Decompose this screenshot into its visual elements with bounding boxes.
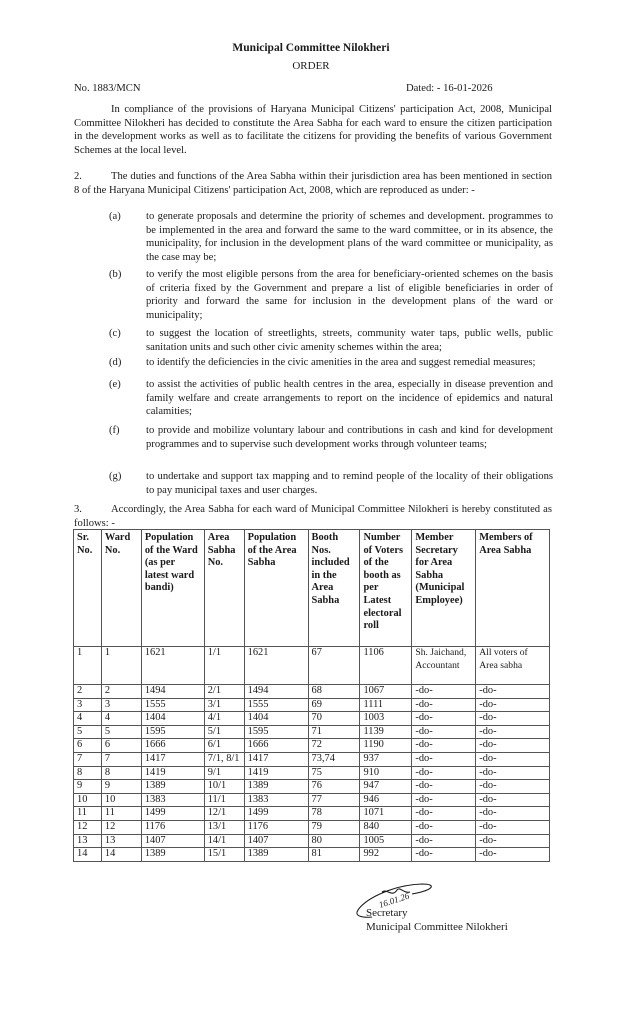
cell-member-secretary: -do- — [412, 848, 476, 862]
signatory-designation: Secretary — [366, 907, 408, 919]
cell-area-sabha-no: 5/1 — [204, 725, 244, 739]
cell-member-secretary: -do- — [412, 807, 476, 821]
cell-sr-no: 5 — [74, 725, 102, 739]
cell-sr-no: 1 — [74, 647, 102, 685]
cell-members: -do- — [476, 780, 550, 794]
duty-item — [109, 268, 553, 322]
table-row — [74, 739, 550, 753]
cell-area-sabha-population: 1407 — [244, 834, 308, 848]
cell-ward-no: 4 — [101, 712, 141, 726]
cell-member-secretary: Sh. Jaichand, Accountant — [412, 647, 476, 685]
cell-booth-nos: 69 — [308, 698, 360, 712]
cell-voters: 1111 — [360, 698, 412, 712]
cell-members: -do- — [476, 848, 550, 862]
table-row — [74, 725, 550, 739]
cell-sr-no: 11 — [74, 807, 102, 821]
cell-ward-population: 1389 — [141, 848, 204, 862]
duty-label: (g) — [109, 471, 122, 482]
header-area-sabha-no: Area Sabha No. — [204, 530, 244, 647]
cell-voters: 947 — [360, 780, 412, 794]
cell-ward-population: 1389 — [141, 780, 204, 794]
cell-area-sabha-no: 13/1 — [204, 820, 244, 834]
cell-voters: 1190 — [360, 739, 412, 753]
duty-text: to identify the deficiencies in the civic amenities in the area and suggest remedial measures; — [146, 357, 536, 368]
cell-area-sabha-population: 1383 — [244, 793, 308, 807]
cell-ward-population: 1499 — [141, 807, 204, 821]
cell-member-secretary: -do- — [412, 725, 476, 739]
cell-booth-nos: 67 — [308, 647, 360, 685]
duty-label: (d) — [109, 357, 122, 368]
cell-ward-no: 2 — [101, 685, 141, 699]
cell-booth-nos: 72 — [308, 739, 360, 753]
cell-ward-no: 6 — [101, 739, 141, 753]
cell-voters: 1005 — [360, 834, 412, 848]
table-header-row — [74, 530, 550, 647]
duty-label: (e) — [109, 379, 121, 390]
cell-sr-no: 10 — [74, 793, 102, 807]
duty-item — [109, 378, 553, 419]
cell-area-sabha-no: 7/1, 8/1 — [204, 752, 244, 766]
cell-ward-no: 10 — [101, 793, 141, 807]
cell-area-sabha-population: 1494 — [244, 685, 308, 699]
cell-booth-nos: 78 — [308, 807, 360, 821]
cell-members: -do- — [476, 698, 550, 712]
cell-ward-population: 1404 — [141, 712, 204, 726]
cell-sr-no: 2 — [74, 685, 102, 699]
cell-members: -do- — [476, 752, 550, 766]
cell-sr-no: 13 — [74, 834, 102, 848]
cell-voters: 840 — [360, 820, 412, 834]
cell-area-sabha-population: 1666 — [244, 739, 308, 753]
cell-area-sabha-population: 1419 — [244, 766, 308, 780]
duty-label: (b) — [109, 269, 122, 280]
duty-item — [109, 470, 553, 497]
paragraph-2-number: 2. — [74, 171, 82, 182]
cell-booth-nos: 81 — [308, 848, 360, 862]
cell-sr-no: 3 — [74, 698, 102, 712]
duty-text: to assist the activities of public health centres in the area, especially in disease prevention and family welfare and create arrangements to report on the incidence of epidemics and natural calamities; — [146, 379, 553, 417]
cell-booth-nos: 71 — [308, 725, 360, 739]
cell-ward-population: 1621 — [141, 647, 204, 685]
cell-area-sabha-no: 4/1 — [204, 712, 244, 726]
cell-voters: 937 — [360, 752, 412, 766]
cell-area-sabha-population: 1176 — [244, 820, 308, 834]
cell-members: -do- — [476, 739, 550, 753]
cell-sr-no: 8 — [74, 766, 102, 780]
cell-ward-no: 9 — [101, 780, 141, 794]
cell-ward-no: 3 — [101, 698, 141, 712]
table-row — [74, 807, 550, 821]
signatory-organization: Municipal Committee Nilokheri — [366, 921, 508, 933]
cell-member-secretary: -do- — [412, 793, 476, 807]
paragraph-3 — [74, 503, 552, 530]
cell-members: -do- — [476, 725, 550, 739]
cell-area-sabha-population: 1404 — [244, 712, 308, 726]
cell-members: -do- — [476, 820, 550, 834]
paragraph-3-text: Accordingly, the Area Sabha for each ward of Municipal Committee Nilokheri is hereby constituted as follows: - — [74, 504, 552, 529]
table-row — [74, 752, 550, 766]
paragraph-2-text: The duties and functions of the Area Sabha within their jurisdiction area has been mentioned in section 8 of the Haryana Municipal Citizens' participation Act, 2008, which are reproduced as under: - — [74, 171, 552, 196]
cell-ward-population: 1666 — [141, 739, 204, 753]
header-ward-no: Ward No. — [101, 530, 141, 647]
cell-area-sabha-no: 3/1 — [204, 698, 244, 712]
cell-area-sabha-population: 1621 — [244, 647, 308, 685]
cell-ward-no: 13 — [101, 834, 141, 848]
cell-voters: 1067 — [360, 685, 412, 699]
cell-booth-nos: 70 — [308, 712, 360, 726]
header-voters: Number of Voters of the booth as per Latest electoral roll — [360, 530, 412, 647]
paragraph-1: In compliance of the provisions of Haryana Municipal Citizens' participation Act, 2008, Municipal Committee Nilokheri has decided to constitute the Area Sabha for each ward to ensure the citizen participation in the development works as well as to facilitate the citizens for providing the benefits of various Government Schemes at the local level. — [74, 104, 552, 156]
cell-ward-population: 1494 — [141, 685, 204, 699]
document-title: Municipal Committee Nilokheri — [232, 42, 390, 54]
paragraph-2 — [74, 170, 552, 197]
document-subtitle: ORDER — [292, 60, 330, 72]
cell-booth-nos: 79 — [308, 820, 360, 834]
cell-member-secretary: -do- — [412, 685, 476, 699]
cell-member-secretary: -do- — [412, 834, 476, 848]
cell-ward-no: 8 — [101, 766, 141, 780]
cell-sr-no: 14 — [74, 848, 102, 862]
cell-voters: 1003 — [360, 712, 412, 726]
duty-label: (f) — [109, 425, 120, 436]
cell-ward-population: 1417 — [141, 752, 204, 766]
cell-members: -do- — [476, 807, 550, 821]
cell-ward-no: 7 — [101, 752, 141, 766]
duty-item — [109, 327, 553, 354]
duty-text: to verify the most eligible persons from the area for beneficiary-oriented schemes on the basis of criteria fixed by the Government and prepare a list of eligible beneficiaries in order of priority and forward the same for inclusion in the development plans of the ward or municipality; — [146, 269, 553, 321]
cell-booth-nos: 73,74 — [308, 752, 360, 766]
table-row — [74, 848, 550, 862]
cell-voters: 1139 — [360, 725, 412, 739]
duty-text: to suggest the location of streetlights, streets, community water taps, public wells, public sanitation units and such other civic amenity schemes within the area; — [146, 328, 553, 353]
cell-voters: 946 — [360, 793, 412, 807]
cell-voters: 1106 — [360, 647, 412, 685]
cell-sr-no: 4 — [74, 712, 102, 726]
table-row — [74, 698, 550, 712]
table-row — [74, 712, 550, 726]
table-row — [74, 780, 550, 794]
cell-sr-no: 6 — [74, 739, 102, 753]
duty-item — [109, 356, 553, 370]
reference-number: No. 1883/MCN — [74, 83, 141, 94]
cell-members: -do- — [476, 793, 550, 807]
cell-members: -do- — [476, 685, 550, 699]
cell-ward-population: 1176 — [141, 820, 204, 834]
header-members: Members of Area Sabha — [476, 530, 550, 647]
cell-member-secretary: -do- — [412, 752, 476, 766]
cell-area-sabha-no: 6/1 — [204, 739, 244, 753]
cell-ward-population: 1555 — [141, 698, 204, 712]
cell-ward-no: 12 — [101, 820, 141, 834]
duty-item — [109, 424, 553, 451]
duty-label: (a) — [109, 211, 121, 222]
cell-ward-population: 1419 — [141, 766, 204, 780]
cell-sr-no: 7 — [74, 752, 102, 766]
header-member-secretary: Member Secretary for Area Sabha (Municipal Employee) — [412, 530, 476, 647]
header-sr-no: Sr. No. — [74, 530, 102, 647]
cell-member-secretary: -do- — [412, 739, 476, 753]
cell-sr-no: 12 — [74, 820, 102, 834]
area-sabha-table — [73, 529, 550, 862]
cell-booth-nos: 76 — [308, 780, 360, 794]
cell-area-sabha-population: 1555 — [244, 698, 308, 712]
header-booth-nos: Booth Nos. included in the Area Sabha — [308, 530, 360, 647]
duty-text: to generate proposals and determine the priority of schemes and development. programmes to be implemented in the area and forward the same to the ward committee, or in its absence, the municipality, for inclusion in the development plans of the ward committee or municipality, as the case may be; — [146, 211, 553, 263]
cell-ward-no: 11 — [101, 807, 141, 821]
cell-ward-no: 14 — [101, 848, 141, 862]
duty-item — [109, 210, 553, 264]
cell-area-sabha-no: 12/1 — [204, 807, 244, 821]
cell-sr-no: 9 — [74, 780, 102, 794]
duty-text: to undertake and support tax mapping and to remind people of the locality of their obligations to pay municipal taxes and user charges. — [146, 471, 553, 496]
cell-ward-population: 1383 — [141, 793, 204, 807]
table-row — [74, 793, 550, 807]
cell-booth-nos: 77 — [308, 793, 360, 807]
cell-voters: 992 — [360, 848, 412, 862]
cell-area-sabha-population: 1389 — [244, 848, 308, 862]
table-row — [74, 834, 550, 848]
cell-booth-nos: 75 — [308, 766, 360, 780]
cell-area-sabha-no: 9/1 — [204, 766, 244, 780]
cell-ward-population: 1595 — [141, 725, 204, 739]
cell-members: All voters of Area sabha — [476, 647, 550, 685]
cell-members: -do- — [476, 766, 550, 780]
cell-members: -do- — [476, 834, 550, 848]
cell-member-secretary: -do- — [412, 766, 476, 780]
duty-text: to provide and mobilize voluntary labour and contributions in cash and kind for development programmes and to supervise such development works through volunteer teams; — [146, 425, 553, 450]
cell-area-sabha-no: 11/1 — [204, 793, 244, 807]
header-area-sabha-population: Population of the Area Sabha — [244, 530, 308, 647]
cell-member-secretary: -do- — [412, 820, 476, 834]
paragraph-3-number: 3. — [74, 504, 82, 515]
cell-ward-no: 5 — [101, 725, 141, 739]
table-row — [74, 766, 550, 780]
table-row — [74, 820, 550, 834]
cell-area-sabha-no: 2/1 — [204, 685, 244, 699]
table-row — [74, 647, 550, 685]
order-date: Dated: - 16-01-2026 — [406, 83, 493, 94]
duty-label: (c) — [109, 328, 121, 339]
cell-member-secretary: -do- — [412, 712, 476, 726]
cell-booth-nos: 80 — [308, 834, 360, 848]
svg-text:16.01.26: 16.01.26 — [377, 890, 411, 910]
cell-area-sabha-no: 15/1 — [204, 848, 244, 862]
cell-ward-population: 1407 — [141, 834, 204, 848]
cell-area-sabha-no: 1/1 — [204, 647, 244, 685]
cell-area-sabha-no: 14/1 — [204, 834, 244, 848]
cell-area-sabha-population: 1499 — [244, 807, 308, 821]
cell-member-secretary: -do- — [412, 780, 476, 794]
cell-ward-no: 1 — [101, 647, 141, 685]
cell-area-sabha-population: 1595 — [244, 725, 308, 739]
cell-booth-nos: 68 — [308, 685, 360, 699]
cell-area-sabha-no: 10/1 — [204, 780, 244, 794]
cell-member-secretary: -do- — [412, 698, 476, 712]
header-ward-population: Population of the Ward (as per latest ward bandi) — [141, 530, 204, 647]
cell-voters: 910 — [360, 766, 412, 780]
cell-area-sabha-population: 1389 — [244, 780, 308, 794]
cell-area-sabha-population: 1417 — [244, 752, 308, 766]
cell-members: -do- — [476, 712, 550, 726]
cell-voters: 1071 — [360, 807, 412, 821]
table-row — [74, 685, 550, 699]
